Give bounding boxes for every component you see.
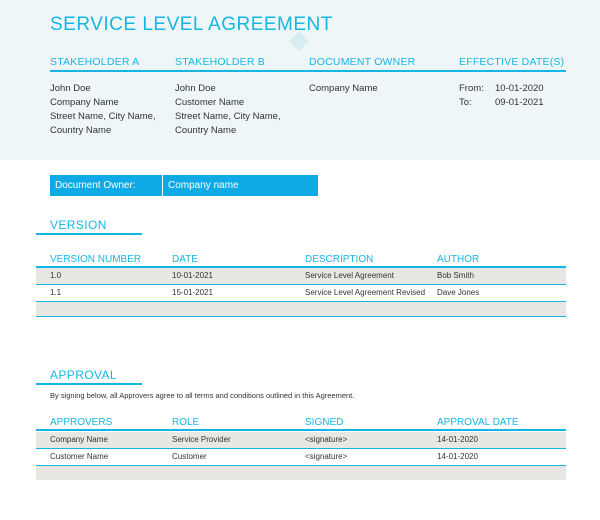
version-author: Bob Smith [437,271,474,280]
effective-dates-heading: EFFECTIVE DATE(S) [459,56,565,68]
table-row [36,432,566,448]
version-description: Service Level Agreement [305,271,394,280]
stakeholder-b-street: Street Name, City Name, [175,111,281,122]
document-owner-heading: DOCUMENT OWNER [309,56,416,68]
document-owner-bar [50,175,318,196]
stakeholder-b-company: Customer Name [175,97,245,108]
from-label: From: [459,83,484,94]
approver-signature: <signature> [305,435,348,444]
table-row [36,268,566,284]
approval-title: APPROVAL [50,368,118,382]
approver-signature: <signature> [305,452,348,461]
version-number: 1.1 [50,288,62,297]
header-rule [50,70,566,72]
row-divider [36,316,566,317]
effective-to [459,97,544,108]
version-empty-row [36,302,566,316]
approval-date: 14-01-2020 [437,435,478,444]
approver-role: Service Provider [172,435,231,444]
to-label: To: [459,97,472,108]
version-title-rule [36,233,142,235]
table-row [36,449,566,465]
approval-disclaimer: By signing below, all Approvers agree to all terms and conditions outlined in this Agreement. [50,391,355,400]
approval-header-rule [36,429,566,431]
stakeholder-b-name: John Doe [175,83,216,94]
approver-name: Company Name [50,435,108,444]
stakeholder-a-country: Country Name [50,125,112,136]
stakeholder-b-address [175,82,281,138]
stakeholder-a-address [50,82,156,138]
to-date: 09-01-2021 [495,97,544,108]
stakeholder-b-heading: STAKEHOLDER B [175,56,265,68]
table-row [36,285,566,301]
stakeholder-a-name: John Doe [50,83,91,94]
approver-name: Customer Name [50,452,109,461]
approval-col-date: APPROVAL DATE [437,417,519,428]
version-col-description: DESCRIPTION [305,254,374,265]
version-number: 1.0 [50,271,62,280]
owner-bar-label: Document Owner: [50,175,163,196]
version-title: VERSION [50,218,107,232]
from-date: 10-01-2020 [495,83,544,94]
stakeholder-a-heading: STAKEHOLDER A [50,56,140,68]
document-owner-value: Company Name [309,83,378,94]
owner-bar-value: Company name [168,180,239,191]
version-date: 10-01-2021 [172,271,213,280]
approval-col-role: ROLE [172,417,200,428]
approval-date: 14-01-2020 [437,452,478,461]
version-description: Service Level Agreement Revised [305,288,426,297]
effective-from [459,83,544,94]
document-title: SERVICE LEVEL AGREEMENT [50,14,333,35]
version-col-date: DATE [172,254,198,265]
stakeholder-a-company: Company Name [50,97,119,108]
stakeholder-a-street: Street Name, City Name, [50,111,156,122]
approval-empty-row [36,466,566,480]
version-author: Dave Jones [437,288,480,297]
version-date: 15-01-2021 [172,288,213,297]
approval-title-rule [36,383,142,385]
approval-col-signed: SIGNED [305,417,344,428]
approver-role: Customer [172,452,207,461]
stakeholder-b-country: Country Name [175,125,237,136]
version-col-author: AUTHOR [437,254,480,265]
version-col-number: VERSION NUMBER [50,254,142,265]
approval-col-approvers: APPROVERS [50,417,113,428]
